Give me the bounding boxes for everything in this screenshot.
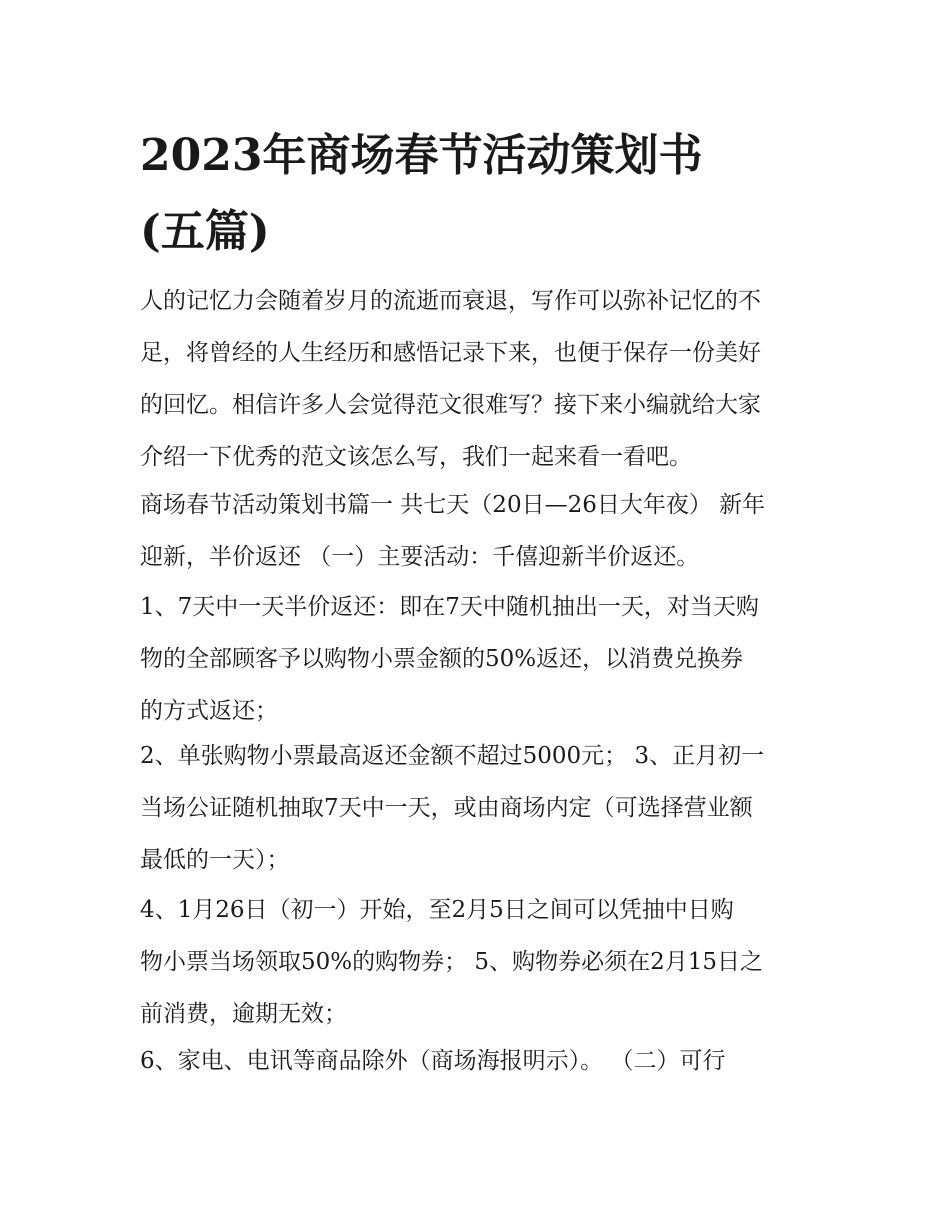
text-line: 4、1月26日（初一）开始，至2月5日之间可以凭抽中日购	[140, 897, 734, 923]
text-line: 物的全部顾客予以购物小票金额的50%返还，以消费兑换券	[140, 646, 744, 672]
text-line: 物小票当场领取50%的购物券； 5、购物券必须在2月15日之	[140, 949, 763, 975]
text-line: 商场春节活动策划书篇一 共七天（20日—26日大年夜） 新年	[140, 492, 766, 518]
title-line: (五篇)	[140, 206, 270, 257]
text-line: 6、家电、电讯等商品除外（商场海报明示）。 （二）可行	[140, 1048, 726, 1074]
text-line: 当场公证随机抽取7天中一天，或由商场内定（可选择营业额	[140, 795, 753, 821]
list-item-1	[140, 581, 820, 737]
text-line: 的方式返还；	[140, 698, 278, 724]
list-item-4	[140, 884, 820, 1040]
text-line: 最低的一天）；	[140, 847, 290, 873]
text-line: 人的记忆力会随着岁月的流逝而衰退，写作可以弥补记忆的不	[140, 288, 761, 314]
text-line: 介绍一下优秀的范文该怎么写，我们一起来看一看吧。	[140, 444, 692, 470]
title-line: 2023年商场春节活动策划书	[140, 130, 703, 181]
document-title	[140, 118, 800, 270]
list-item-2	[140, 730, 820, 886]
intro-paragraph	[140, 275, 820, 483]
text-line: 的回忆。相信许多人会觉得范文很难写？接下来小编就给大家	[140, 392, 761, 418]
list-item-6	[140, 1035, 820, 1087]
text-line: 前消费，逾期无效；	[140, 1001, 347, 1027]
text-line: 迎新，半价返还 （一）主要活动：千僖迎新半价返还。	[140, 544, 700, 570]
text-line: 足，将曾经的人生经历和感悟记录下来，也便于保存一份美好	[140, 340, 761, 366]
text-line: 1、7天中一天半价返还：即在7天中随机抽出一天，对当天购	[140, 594, 759, 620]
section-paragraph	[140, 479, 820, 583]
text-line: 2、单张购物小票最高返还金额不超过5000元； 3、正月初一	[140, 743, 765, 769]
